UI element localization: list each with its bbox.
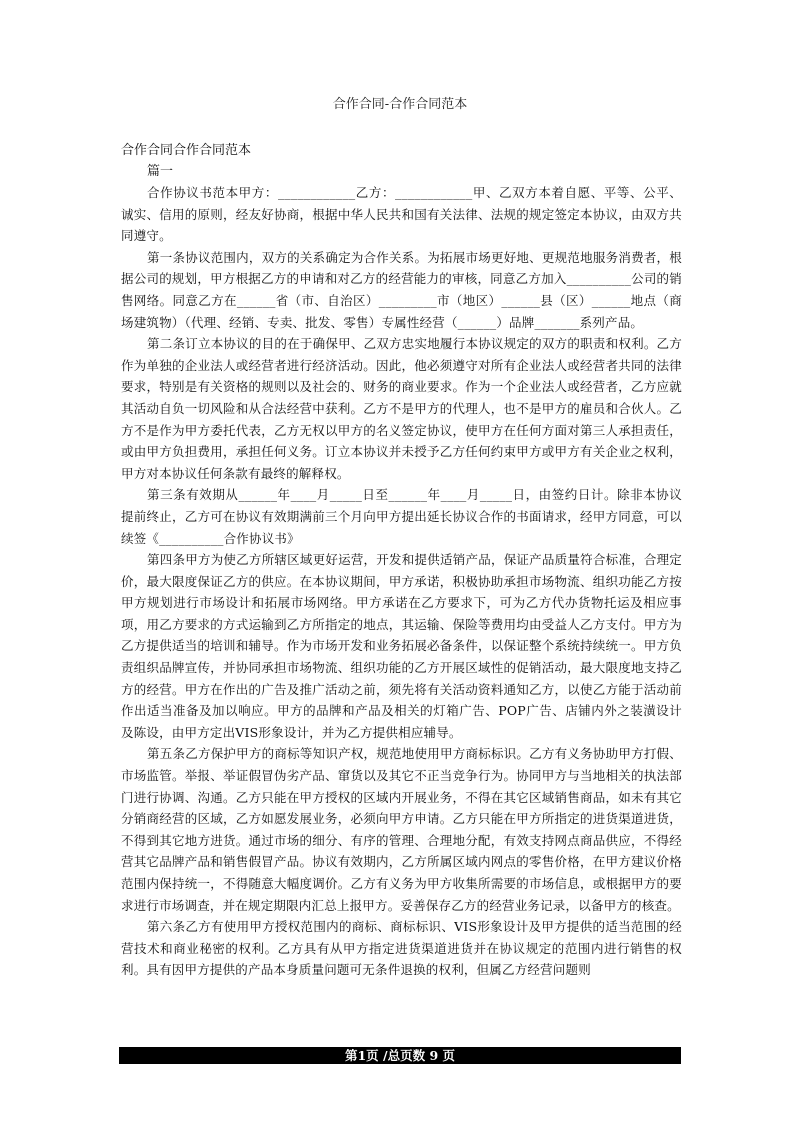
- page-title: 合作合同-合作合同范本: [332, 97, 468, 112]
- paragraph-article-5: 第五条乙方保护甲方的商标等知识产权，规范地使用甲方商标标识。乙方有义务协助甲方打假、市场监管。举报、举证假冒伪劣产品、窜货以及其它不正当竞争行为。协同甲方与当地相关的执法部门进行协调、沟通。乙方只能在甲方授权的区域内开展业务，不得在其它区域销售商品，如未有其它分销商经营的区域，乙方如愿发展业务，必须向甲方申请。乙方只能在甲方所指定的进货渠道进货，不得到其它地方进货。通过市场的细分、有序的管理、合理地分配，有效支持网点商品供应，不得经营其它品牌产品和销售假冒产品。协议有效期内，乙方所属区域内网点的零售价格，在甲方建议价格范围内保持统一，不得随意大幅度调价。乙方有义务为甲方收集所需要的市场信息，或根据甲方的要求进行市场调查，并在规定期限内汇总上报甲方。妥善保存乙方的经营业务记录，以备甲方的核查。: [121, 746, 682, 913]
- document-heading: 合作合同合作合同范本: [121, 143, 252, 158]
- paragraph-article-3: 第三条有效期从______年____月_____日至______年____月_____日，由签约日计。除非本协议提前终止，乙方可在协议有效期满前三个月向甲方提出延长协议合作的书面请求，经甲方同意，可以续签《__________合作协议书》: [121, 487, 682, 546]
- page-footer: [119, 1047, 681, 1064]
- section-label: 篇一: [147, 164, 174, 179]
- paragraph-article-6: 第六条乙方有使用甲方授权范围内的商标、商标标识、VIS形象设计及甲方提供的适当范围的经营技术和商业秘密的权利。乙方具有从甲方指定进货渠道进货并在协议规定的范围内进行销售的权利。具有因甲方提供的产品本身质量问题可无条件退换的权利，但属乙方经营问题则: [121, 919, 682, 978]
- page-indicator: 第1页 /总页数 9 页: [344, 1048, 456, 1063]
- paragraph-article-4: 第四条甲方为使乙方所辖区域更好运营，开发和提供适销产品，保证产品质量符合标准，合理定价，最大限度保证乙方的供应。在本协议期间，甲方承诺，积极协助承担市场物流、组织功能乙方按甲方规划进行市场设计和拓展市场网络。甲方承诺在乙方要求下，可为乙方代办货物托运及相应事项，用乙方要求的方式运输到乙方所指定的地点，其运输、保险等费用均由受益人乙方支付。甲方为乙方提供适当的培训和辅导。作为市场开发和业务拓展必备条件，以保证整个系统持续统一。甲方负责组织品牌宣传，并协同承担市场物流、组织功能的乙方开展区域性的促销活动，最大限度地支持乙方的经营。甲方在作出的广告及推广活动之前，须先将有关活动资料通知乙方，以使乙方能于活动前作出适当准备及加以响应。甲方的品牌和产品及相关的灯箱广告、POP广告、店铺内外之装潢设计及陈设，由甲方定出VIS形象设计，并为乙方提供相应辅导。: [121, 552, 682, 740]
- document-body: [121, 140, 682, 981]
- paragraph-article-1: 第一条协议范围内，双方的关系确定为合作关系。为拓展市场更好地、更规范地服务消费者，根据公司的规划，甲方根据乙方的申请和对乙方的经营能力的审核，同意乙方加入__________公司的销售网络。同意乙方在______省（市、自治区）_________市（地区）______县（区）______地点（商场建筑物）（代理、经销、专卖、批发、零售）专属性经营（______）品牌_______系列产品。: [121, 249, 682, 330]
- paragraph-article-2: 第二条订立本协议的目的在于确保甲、乙双方忠实地履行本协议规定的双方的职责和权利。乙方作为单独的企业法人或经营者进行经济活动。因此，他必须遵守对所有企业法人或经营者共同的法律要求，特别是有关资格的规则以及社会的、财务的商业要求。作为一个企业法人或经营者，乙方应就其活动自负一切风险和从合法经营中获利。乙方不是甲方的代理人，也不是甲方的雇员和合伙人。乙方不是作为甲方委托代表，乙方无权以甲方的名义签定协议，使甲方在任何方面对第三人承担责任，或由甲方负担费用，承担任何义务。订立本协议并未授予乙方任何约束甲方或甲方有关企业之权利，甲方对本协议任何条款有最终的解释权。: [121, 336, 682, 481]
- paragraph-intro: 合作协议书范本甲方：____________乙方：____________甲、乙双方本着自愿、平等、公平、诚实、信用的原则，经友好协商，根据中华人民共和国有关法律、法规的规定签定本协议，由双方共同遵守。: [121, 185, 682, 244]
